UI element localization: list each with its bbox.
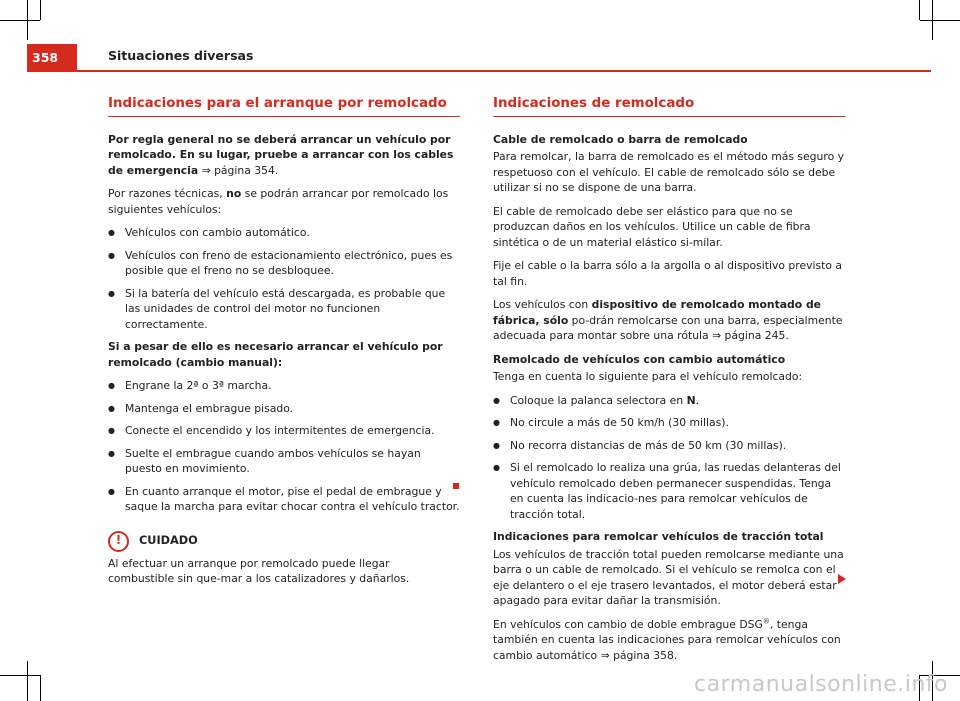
caution-box (108, 531, 460, 552)
emphasis: no (226, 187, 242, 200)
text: Los vehículos con (493, 298, 592, 311)
crop-mark (932, 0, 933, 40)
list-item: ● En cuanto arranque el motor, pise el pedal de embrague y saque la marcha para evitar chocar contra el vehículo tractor. (108, 484, 460, 515)
page-number: 358 (27, 44, 77, 70)
section-heading-tow-start: Indicaciones para el arranque por remolcado (108, 96, 460, 117)
text: se podrán arrancar por remolcado los siguientes vehículos: (108, 187, 449, 216)
registered-mark: ® (762, 616, 770, 625)
watermark: carmanualsonline.info (694, 672, 948, 697)
list-item: ● Mantenga el embrague pisado. (108, 401, 460, 417)
text: Por razones técnicas, (108, 187, 227, 200)
crop-mark (40, 0, 41, 20)
text: po-drán remolcarse con una barra, especialmente adecuada para montar sobre una rótula ⇒ página 245. (493, 313, 843, 342)
list-item: ● Si el remolcado lo realiza una grúa, las ruedas delanteras del vehículo remolcado deben permanecer suspendidas. Tenga en cuenta las indicacio-nes para remolcar vehículos de tracción total. (493, 460, 845, 522)
list-item: ● Vehículos con freno de estacionamiento electrónico, pues es posible que el freno no se desbloquee. (108, 248, 460, 279)
text: , tenga también en cuenta las indicaciones para remolcar vehículos con cambio automático ⇒ página 358. (493, 617, 841, 662)
list-item: ● Suelte el embrague cuando ambos vehículos se hayan puesto en movimiento. (108, 446, 460, 477)
subheading-cable: Cable de remolcado o barra de remolcado (493, 132, 748, 146)
header-rule (27, 70, 931, 72)
running-title: Situaciones diversas (108, 48, 254, 63)
list-item: ● Si la batería del vehículo está descargada, es probable que las unidades de control del motor no funcionen correctamente. (108, 286, 460, 333)
intro-paragraph (108, 132, 460, 179)
warning-icon: ! (108, 531, 129, 552)
intro-page-link[interactable]: ⇒ página 354. (198, 163, 279, 177)
emphasis: dispositivo de remolcado montado de fábrica, sólo (493, 298, 822, 327)
crop-mark (27, 0, 28, 40)
text: Coloque la palanca selectora en (510, 393, 687, 407)
emphasis: N (686, 393, 696, 407)
continue-arrow-icon (838, 574, 846, 584)
text: En vehículos con cambio de doble embrague DSG (493, 617, 763, 631)
list-item: ● No circule a más de 50 km/h (30 millas). (493, 415, 845, 431)
list-item: ● No recorra distancias de más de 50 km (30 millas). (493, 438, 845, 454)
subheading-manual: Si a pesar de ello es necesario arrancar el vehículo por remolcado (cambio manual): (108, 340, 443, 369)
right-column (493, 96, 845, 671)
intro-bold: Por regla general no se deberá arrancar un vehículo por remolcado. En su lugar, pruebe a arrancar con los cables de emergencia (108, 132, 454, 177)
crop-mark (919, 0, 920, 20)
list-item (493, 393, 845, 409)
subheading-automatic: Remolcado de vehículos con cambio automático (493, 352, 786, 366)
left-column (108, 96, 460, 595)
caution-text: Al efectuar un arranque por remolcado puede llegar combustible sin que-mar a los catalizadores y dañarlos. (108, 556, 410, 585)
subheading-awd: Indicaciones para remolcar vehículos de tracción total (493, 530, 824, 543)
list-item: ● Vehículos con cambio automático. (108, 225, 460, 241)
paragraph-dsg (493, 617, 845, 664)
list-item: ● Engrane la 2ª o 3ª marcha. (108, 378, 460, 394)
caution-title: CUIDADO (139, 534, 198, 548)
paragraph: Los vehículos de tracción total pueden remolcarse mediante una barra o un cable de remolcado. Si el vehículo se remolca con el eje delantero o el eje trasero levantados, el motor deberá estar apagado para evitar dañar la transmisión. (493, 547, 844, 607)
crop-mark (920, 20, 960, 21)
crop-mark (27, 661, 28, 701)
paragraph: El cable de remolcado debe ser elástico para que no se produzcan daños en los vehículos. Utilice un cable de fibra sintética o de un material elástico si-milar. (493, 204, 811, 249)
crop-mark (40, 675, 41, 701)
paragraph: Tenga en cuenta lo siguiente para el vehículo remolcado: (493, 370, 803, 383)
crop-mark (0, 675, 40, 676)
text: . (695, 393, 700, 407)
paragraph-factory-hitch (493, 297, 845, 344)
end-of-section-marker (453, 483, 459, 489)
paragraph: Fije el cable o la barra sólo a la argolla o al dispositivo previsto a tal fin. (493, 259, 842, 288)
section-heading-towing: Indicaciones de remolcado (493, 96, 845, 117)
paragraph: Para remolcar, la barra de remolcado es el método más seguro y respetuoso con el vehículo. El cable de remolcado sólo se debe utilizar si no se dispone de una barra. (493, 150, 844, 194)
list-item: ● Conecte el encendido y los intermitentes de emergencia. (108, 423, 460, 439)
crop-mark (0, 20, 40, 21)
paragraph-technical (108, 186, 460, 217)
